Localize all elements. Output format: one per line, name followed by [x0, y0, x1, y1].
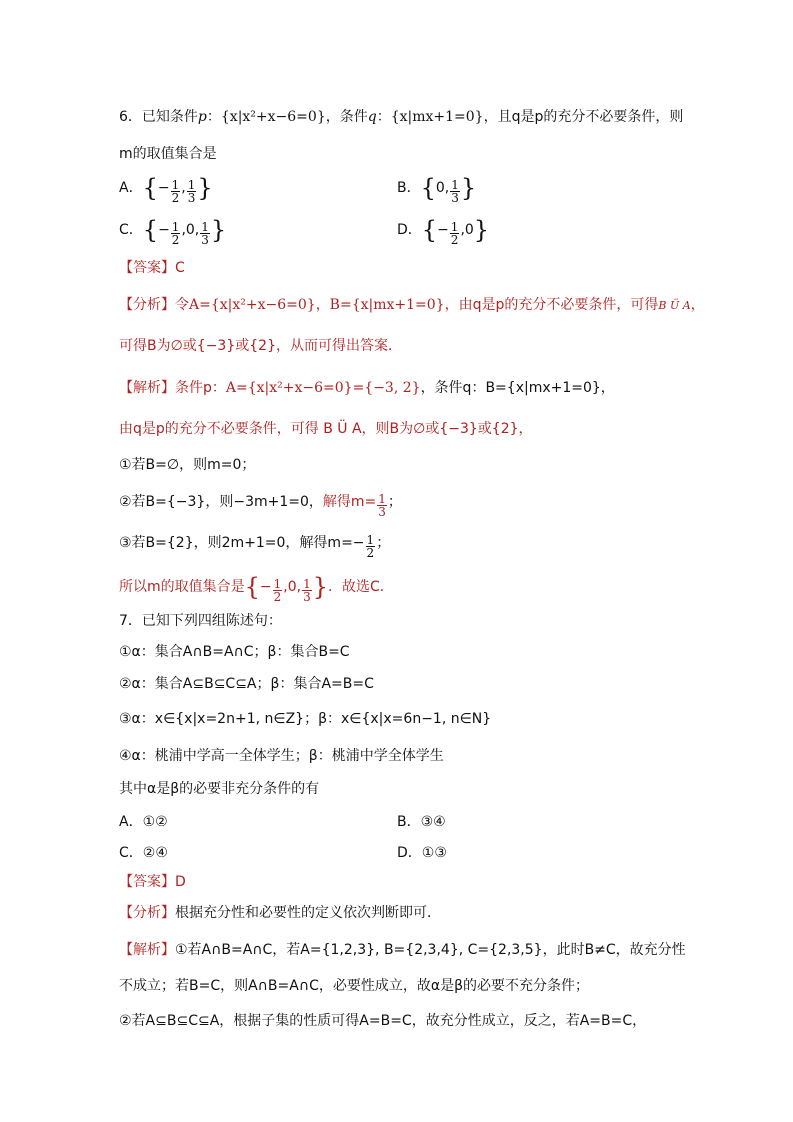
q6-solution-line2: 由q是p的充分不必要条件，可得 B Ü A，则B为∅或{−3}或{2}，: [119, 421, 533, 437]
q6-solution-line3: ①若B=∅，则m=0；: [119, 457, 256, 473]
fraction: $\frac{1}{3}$: [187, 178, 196, 205]
q7-statement-1: ①α：集合A∩B=A∩C；β：集合B=C: [119, 644, 350, 660]
fraction: $\frac{1}{3}$: [201, 220, 209, 247]
fraction: $\frac{1}{3}$: [451, 178, 459, 205]
p-var: p: [197, 109, 207, 125]
q6-option-d: D．{− $\frac{1}{2}$ ,0}: [397, 216, 490, 247]
fraction: $\frac{1}{3}$: [378, 492, 386, 519]
q6-option-b: B．{0, $\frac{1}{3}$ }: [397, 174, 477, 205]
fraction: $\frac{1}{2}$: [450, 220, 459, 247]
q6-answer: 【答案】C: [119, 260, 185, 276]
q6-solution-line4: ②若B={−3}，则−3m+1=0，解得m= $\frac{1}{3}$ ；: [119, 492, 402, 519]
fraction: $\frac{1}{2}$: [171, 178, 180, 205]
q6-solution-line6: 所以m的取值集合是{− $\frac{1}{2}$ ,0, $\frac{1}{3}$ }．故选C．: [119, 573, 394, 604]
fraction: $\frac{1}{2}$: [273, 577, 282, 604]
q7-option-c: C．②④: [119, 845, 168, 861]
q6-analysis-line2: 可得B为∅或{−3}或{2}，从而可得出答案．: [119, 338, 402, 354]
q6-option-c: C．{− $\frac{1}{2}$ ,0, $\frac{1}{3}$ }: [119, 216, 227, 247]
q7-ask: 其中α是β的必要非充分条件的有: [119, 781, 320, 797]
q7-option-a: A．①②: [119, 814, 168, 830]
q6-stem-line1: 6．已知条件p：{x|x²+x−6=0}，条件q：{x|mx+1=0}，且q是p的充分不必要条件，则: [119, 109, 684, 125]
q6-analysis-line1: 【分析】令A={x|x²+x−6=0}，B={x|mx+1=0}，由q是p的充分不必要条件，可得B Ü A，: [119, 297, 705, 313]
q7-option-d: D．①③: [397, 845, 447, 861]
q7-statement-2: ②α：集合A⊆B⊆C⊆A；β：集合A=B=C: [119, 676, 374, 692]
q7-stem: 7．已知下列四组陈述句：: [119, 613, 282, 629]
q7-answer: 【答案】D: [119, 874, 186, 890]
q7-statement-3: ③α：x∈{x|x=2n+1, n∈Z}；β：x∈{x|x=6n−1, n∈N}: [119, 711, 492, 727]
q-set: {x|mx+1=0}: [390, 109, 484, 125]
q-var: q: [367, 109, 377, 125]
q6-solution-line1: 【解析】条件p：A={x|x²+x−6=0}={−3, 2}，条件q：B={x|mx+1=0}，: [119, 380, 615, 396]
q6-option-a: A．{− $\frac{1}{2}$ , $\frac{1}{3}$ }: [119, 174, 213, 205]
q7-solution-line1: 【解析】①若A∩B=A∩C，若A={1,2,3}, B={2,3,4}, C={2,3,5}，此时B≠C，故充分性: [119, 942, 686, 958]
fraction: $\frac{1}{3}$: [303, 577, 311, 604]
q7-analysis: 【分析】根据充分性和必要性的定义依次判断即可．: [119, 905, 441, 921]
q7-solution-line3: ②若A⊆B⊆C⊆A，根据子集的性质可得A=B=C，故充分性成立，反之，若A=B=C，: [119, 1013, 647, 1029]
q6-stem-line2: m的取值集合是: [119, 146, 217, 162]
q7-solution-line2: 不成立；若B=C，则A∩B=A∩C，必要性成立，故α是β的必要不充分条件；: [119, 978, 590, 994]
q6-solution-line5: ③若B={2}，则2m+1=0，解得m=− $\frac{1}{2}$ ；: [119, 533, 391, 560]
q7-option-b: B．③④: [397, 814, 446, 830]
fraction: $\frac{1}{2}$: [171, 220, 180, 247]
p-set: {x|x²+x−6=0}: [220, 109, 326, 125]
q7-statement-4: ④α：桃浦中学高一全体学生；β：桃浦中学全体学生: [119, 748, 444, 764]
fraction: $\frac{1}{2}$: [366, 533, 375, 560]
